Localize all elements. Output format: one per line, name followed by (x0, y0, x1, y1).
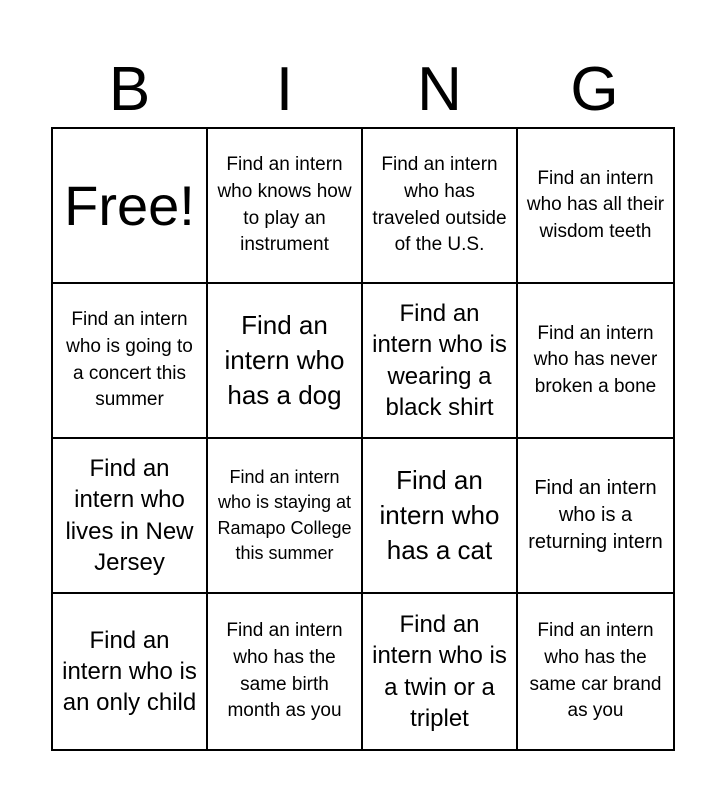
bingo-cell (208, 439, 363, 594)
bingo-cell (53, 439, 208, 594)
bingo-cell (208, 129, 363, 284)
bingo-cell (363, 129, 518, 284)
bingo-cell (363, 439, 518, 594)
cell-text: Find an intern who has the same birth month as you (226, 620, 343, 722)
bingo-cell-free (53, 129, 208, 284)
cell-text: Free! (64, 173, 195, 237)
bingo-cell (208, 284, 363, 439)
cell-text: Find an intern who is a returning intern (528, 477, 663, 553)
cell-text: Find an intern who lives in New Jersey (65, 455, 194, 576)
cell-text: Find an intern who knows how to play an instrument (217, 154, 352, 256)
cell-text: Find an intern who has a cat (379, 464, 500, 566)
bingo-cell (518, 129, 673, 284)
bingo-cell (53, 284, 208, 439)
bingo-header (52, 52, 672, 128)
bingo-board (51, 127, 675, 751)
bingo-cell (53, 594, 208, 749)
cell-text: Find an intern who has all their wisdom teeth (526, 167, 665, 242)
bingo-cell (518, 439, 673, 594)
bingo-cell (363, 594, 518, 749)
cell-text: Find an intern who has a dog (224, 309, 345, 411)
cell-text: Find an intern who has traveled outside of the U.S. (372, 154, 507, 256)
cell-text: Find an intern who has the same car brand as you (529, 620, 662, 722)
header-letter-b: B (108, 55, 151, 124)
cell-text: Find an intern who has never broken a bone (533, 322, 658, 397)
cell-text: Find an intern who is staying at Ramapo College this summer (217, 467, 352, 563)
cell-text: Find an intern who is wearing a black shirt (372, 300, 507, 421)
header-letter-n: N (417, 55, 462, 124)
bingo-cell (518, 284, 673, 439)
header-letter-i: I (275, 55, 294, 124)
cell-text: Find an intern who is going to a concert this summer (66, 309, 193, 411)
bingo-cell (208, 594, 363, 749)
bingo-cell (363, 284, 518, 439)
header-letter-g: G (570, 55, 619, 124)
bingo-cell (518, 594, 673, 749)
cell-text: Find an intern who is a twin or a triplet (372, 611, 507, 732)
cell-text: Find an intern who is an only child (62, 626, 197, 717)
